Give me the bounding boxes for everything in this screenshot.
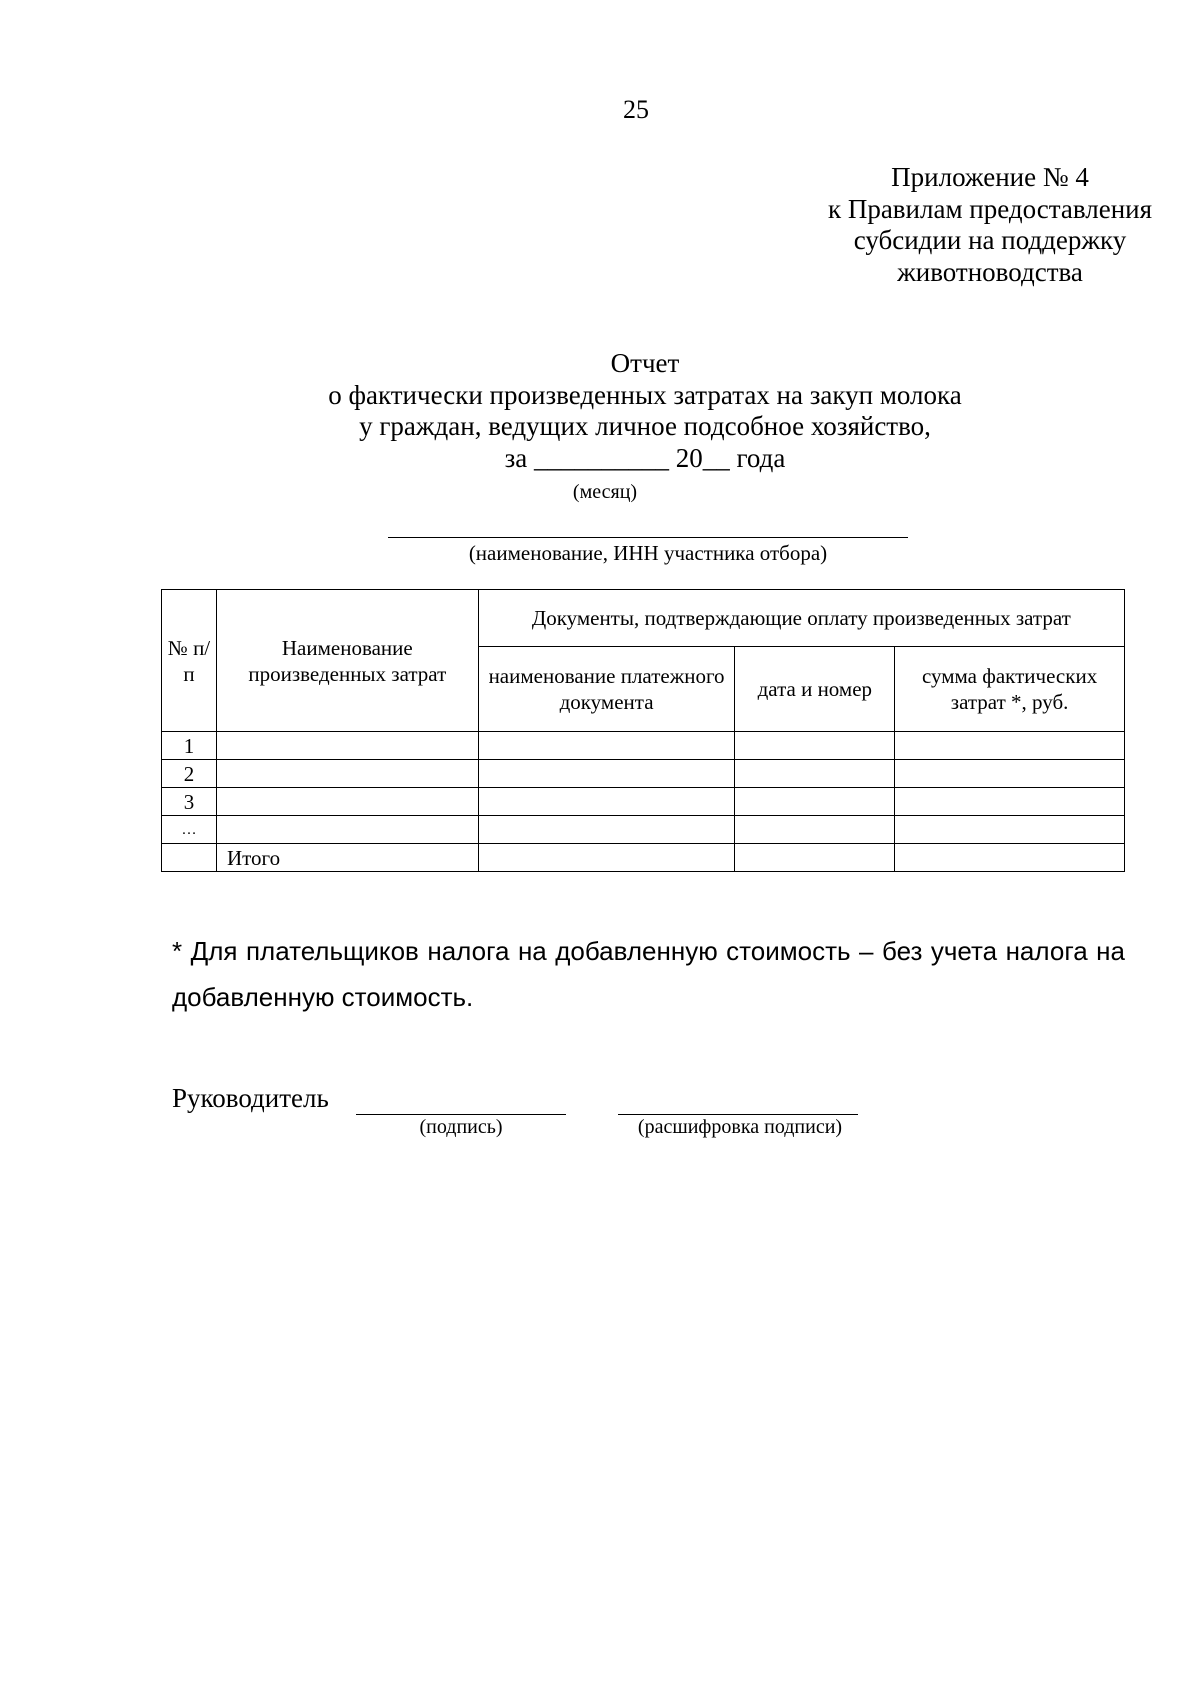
table-header-row [162, 590, 1125, 647]
signature-decode-caption: (расшифровка подписи) [637, 1116, 843, 1138]
appendix-subsidy: субсидии на поддержку [853, 225, 1127, 255]
cell-cost-name[interactable] [216, 788, 478, 816]
cell-date-number[interactable] [735, 816, 895, 844]
row-number: 2 [162, 760, 217, 788]
costs-table [161, 589, 1125, 872]
table-row [162, 816, 1125, 844]
table-row [162, 788, 1125, 816]
org-name-line[interactable] [388, 537, 908, 538]
cell-sum[interactable] [895, 760, 1125, 788]
month-caption: (месяц) [572, 481, 638, 503]
row-number: 1 [162, 732, 217, 760]
cell-total-doc[interactable] [478, 844, 735, 872]
signature-label: Руководитель [172, 1083, 329, 1113]
footnote: * Для плательщиков налога на добавленную стоимость – без учета налога на добавленную стоимость. [172, 936, 1125, 1012]
appendix-block [740, 162, 1200, 288]
col-header-cost-name: Наименование произведенных затрат [216, 590, 478, 732]
col-header-documents: Документы, подтверждающие оплату произведенных затрат [478, 590, 1124, 647]
cell-cost-name[interactable] [216, 732, 478, 760]
col-header-date-number: дата и номер [735, 647, 895, 732]
org-caption: (наименование, ИНН участника отбора) [468, 541, 828, 565]
appendix-number: Приложение № 4 [891, 162, 1089, 192]
report-subtitle-line-2: у граждан, ведущих личное подсобное хозяйство, [359, 411, 931, 441]
report-period: за __________ 20__ года [504, 442, 786, 473]
cell-doc-name[interactable] [478, 788, 735, 816]
page-number: 25 [623, 95, 649, 124]
row-number: 3 [162, 788, 217, 816]
col-header-number: № п/п [162, 590, 217, 732]
signature-line[interactable] [356, 1114, 566, 1115]
cell-total-sum[interactable] [895, 844, 1125, 872]
report-title: Отчет [610, 348, 680, 378]
report-heading [0, 348, 1200, 474]
table-total-row [162, 844, 1125, 872]
total-number-cell [162, 844, 217, 872]
cell-date-number[interactable] [735, 788, 895, 816]
cell-cost-name[interactable] [216, 760, 478, 788]
signature-caption: (подпись) [419, 1116, 503, 1138]
cell-sum[interactable] [895, 788, 1125, 816]
cell-sum[interactable] [895, 816, 1125, 844]
cell-total-date[interactable] [735, 844, 895, 872]
appendix-rules: к Правилам предоставления [827, 193, 1153, 224]
signature-decode-line[interactable] [618, 1114, 858, 1115]
appendix-sector: животноводства [897, 256, 1083, 287]
row-number: … [162, 816, 217, 844]
col-header-sum: сумма фактических затрат *, руб. [895, 647, 1125, 732]
table-row [162, 760, 1125, 788]
cell-date-number[interactable] [735, 760, 895, 788]
cell-cost-name[interactable] [216, 816, 478, 844]
cell-date-number[interactable] [735, 732, 895, 760]
report-subtitle-line-1: о фактически произведенных затратах на закуп молока [328, 379, 962, 410]
cell-doc-name[interactable] [478, 816, 735, 844]
cell-doc-name[interactable] [478, 732, 735, 760]
col-header-doc-name: наименование платежного документа [478, 647, 735, 732]
cell-doc-name[interactable] [478, 760, 735, 788]
total-label: Итого [216, 844, 478, 872]
cell-sum[interactable] [895, 732, 1125, 760]
table-row [162, 732, 1125, 760]
